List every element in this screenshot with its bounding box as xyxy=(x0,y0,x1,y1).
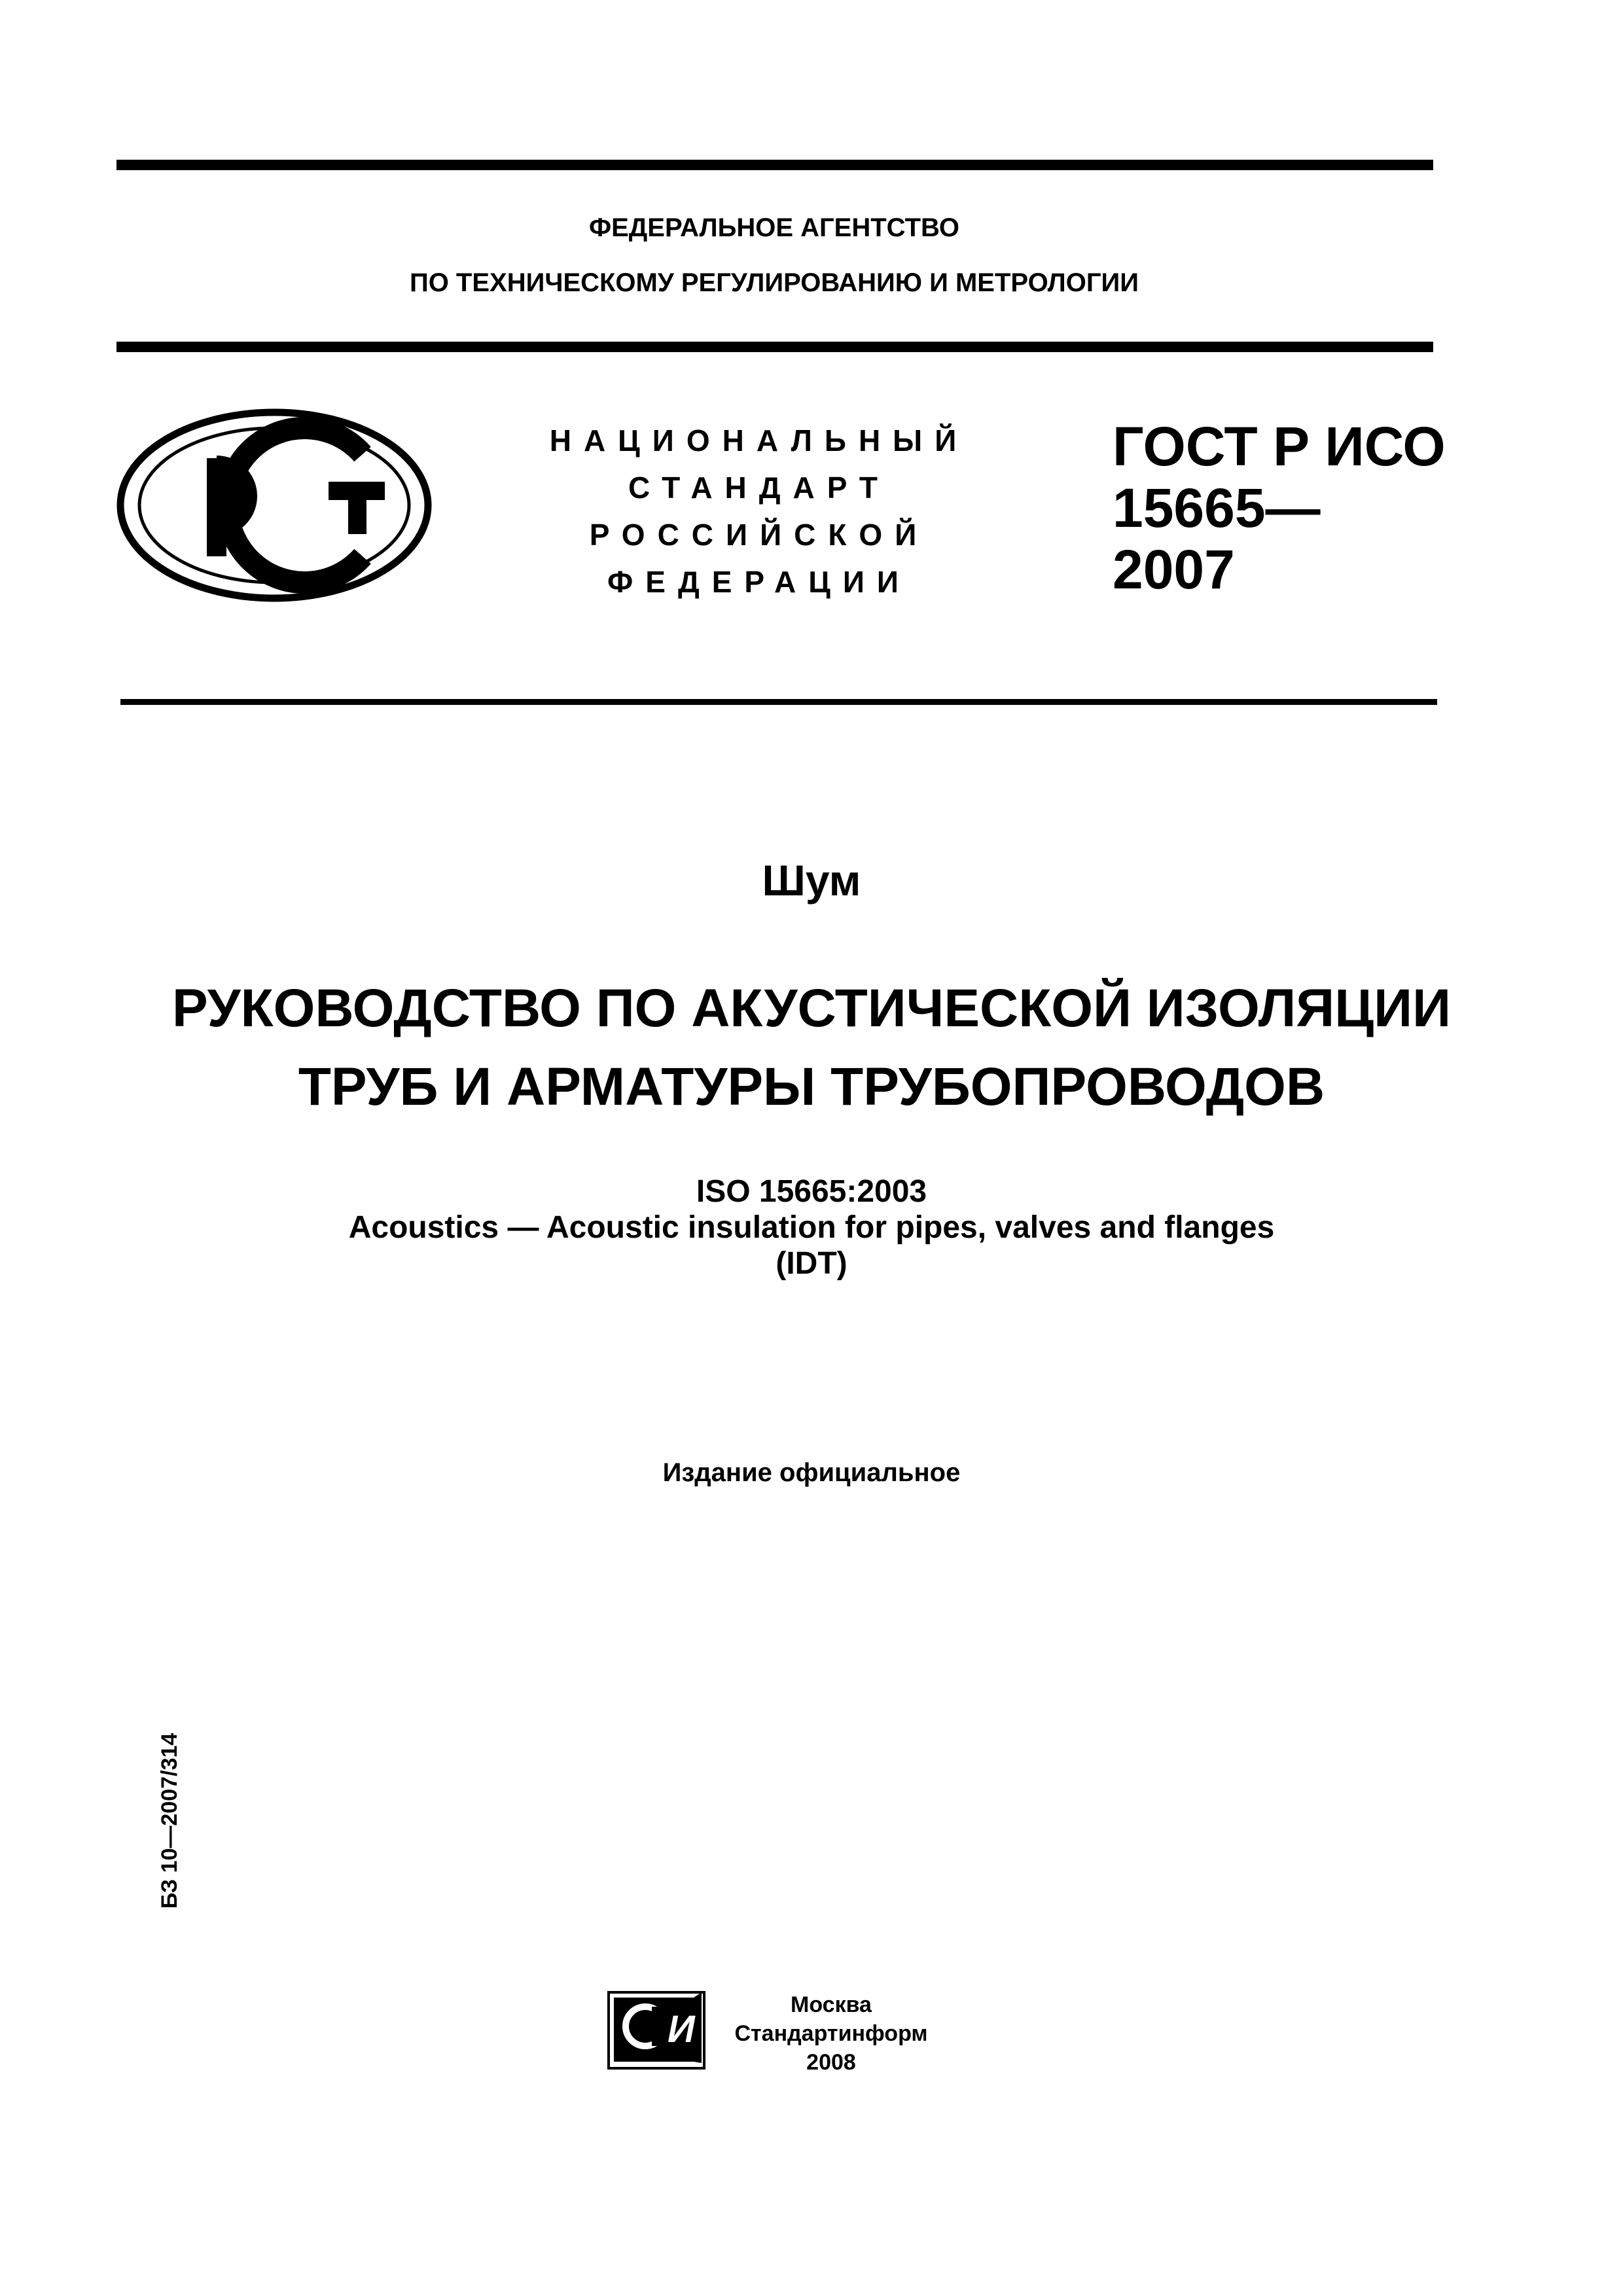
iso-english-title: Acoustics — Acoustic insulation for pipes, valves and flanges xyxy=(348,1210,1275,1245)
main-title-line-2: ТРУБ И АРМАТУРЫ ТРУБОПРОВОДОВ xyxy=(298,1057,1325,1117)
top-rule xyxy=(116,160,1433,170)
publisher-city: Москва xyxy=(791,1992,872,2017)
header-rule xyxy=(116,342,1433,352)
logo-rule xyxy=(120,699,1437,705)
side-code: БЗ 10—2007/314 xyxy=(157,1732,182,1909)
iso-equivalence: (IDT) xyxy=(776,1246,847,1281)
svg-text:И: И xyxy=(668,2008,695,2051)
standartinform-logo xyxy=(606,1990,707,2071)
publisher-name: Стандартинформ xyxy=(734,2021,928,2046)
standard-type-line-3: РОССИЙСКОЙ xyxy=(589,518,929,552)
subject-title: Шум xyxy=(762,856,861,905)
agency-line-2: ПО ТЕХНИЧЕСКОМУ РЕГУЛИРОВАНИЮ И МЕТРОЛОГИИ xyxy=(409,268,1139,297)
designation-line-3: 2007 xyxy=(1113,539,1235,600)
main-title-line-1: РУКОВОДСТВО ПО АКУСТИЧЕСКОЙ ИЗОЛЯЦИИ xyxy=(171,978,1452,1038)
standard-type-line-4: ФЕДЕРАЦИИ xyxy=(607,565,911,599)
publisher-year: 2008 xyxy=(806,2050,856,2075)
rst-mark-logo xyxy=(115,407,433,603)
standard-type-line-2: СТАНДАРТ xyxy=(628,471,890,505)
edition-label: Издание официальное xyxy=(662,1458,961,1487)
agency-line-1: ФЕДЕРАЛЬНОЕ АГЕНТСТВО xyxy=(588,213,960,242)
designation-line-2: 15665— xyxy=(1113,477,1321,539)
standard-type-line-1: НАЦИОНАЛЬНЫЙ xyxy=(549,423,969,457)
designation-line-1: ГОСТ Р ИСО xyxy=(1113,416,1446,477)
iso-number: ISO 15665:2003 xyxy=(696,1174,927,1209)
